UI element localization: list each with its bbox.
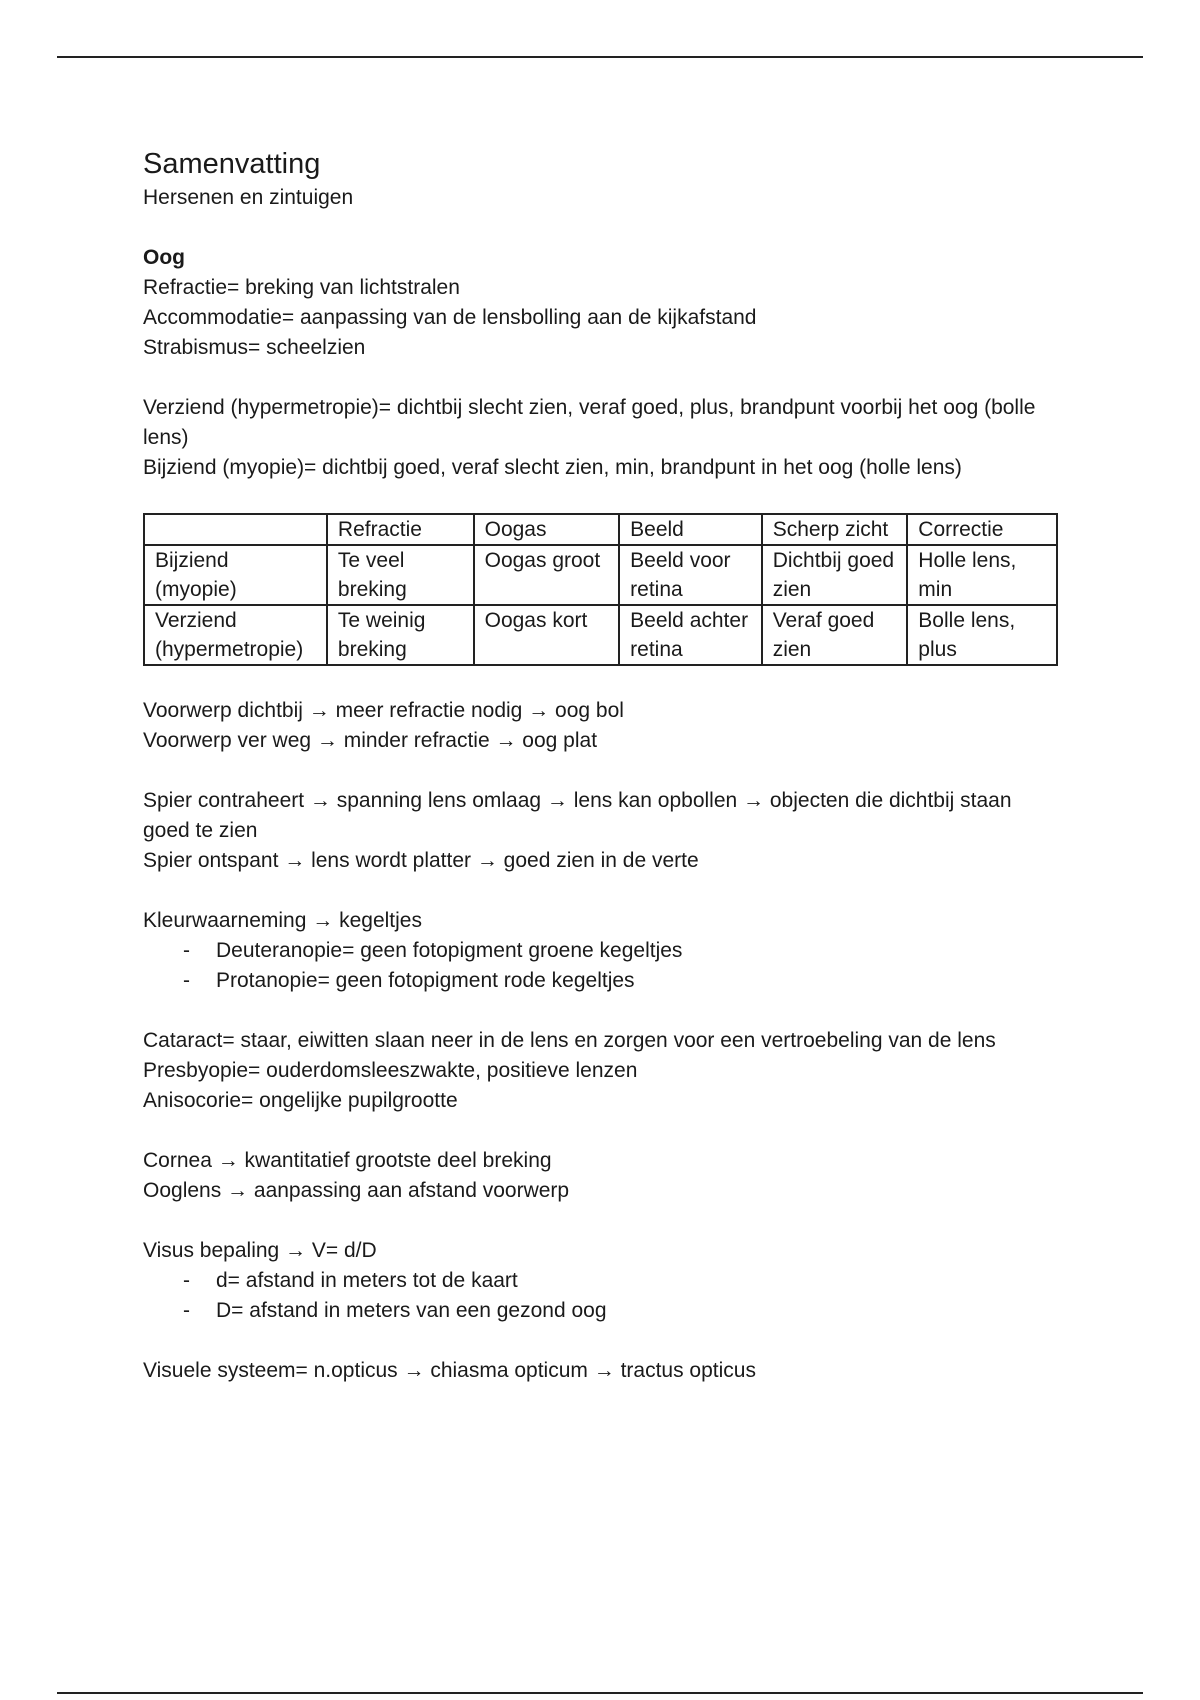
- color-perception-list: [143, 936, 1063, 996]
- table-header-cell: Beeld: [619, 514, 762, 545]
- object-distance-line: Voorwerp ver weg → minder refractie → oog plat: [143, 729, 598, 752]
- definition-line: Strabismus= scheelzien: [143, 336, 366, 359]
- condition-line: Anisocorie= ongelijke pupilgrootte: [143, 1089, 458, 1112]
- structure-line: Cornea → kwantitatief grootste deel breking: [143, 1149, 552, 1172]
- spacer: [143, 876, 1063, 906]
- muscle-line: Spier ontspant → lens wordt platter → goed zien in de verte: [143, 849, 699, 872]
- table-cell: Oogas groot: [474, 545, 620, 605]
- spacer: [143, 1206, 1063, 1236]
- table-cell: Bolle lens, plus: [907, 605, 1057, 665]
- table-header-cell: [144, 514, 327, 545]
- spacer: [143, 363, 1063, 393]
- comparison-table: [143, 513, 1058, 666]
- bottom-rule: [57, 1692, 1143, 1694]
- spacer: [143, 483, 1063, 513]
- definition-line: Accommodatie= aanpassing van de lensbolling aan de kijkafstand: [143, 306, 757, 329]
- muscle-line: Spier contraheert → spanning lens omlaag → lens kan opbollen → objecten die dichtbij staan goed te zien: [143, 789, 1012, 842]
- visual-system-line: Visuele systeem= n.opticus → chiasma opticum → tractus opticus: [143, 1359, 756, 1382]
- table-cell: Oogas kort: [474, 605, 620, 665]
- table-row: [144, 545, 1057, 605]
- table-header-cell: Scherp zicht: [762, 514, 908, 545]
- page-subtitle: Hersenen en zintuigen: [143, 186, 354, 209]
- spacer: [143, 1116, 1063, 1146]
- visus-list: [143, 1266, 1063, 1326]
- color-perception-intro: Kleurwaarneming → kegeltjes: [143, 909, 422, 932]
- table-cell: Holle lens, min: [907, 545, 1057, 605]
- table-cell: Verziend (hypermetropie): [144, 605, 327, 665]
- spacer: [143, 1326, 1063, 1356]
- section-heading: Oog: [143, 246, 185, 269]
- list-item: - Deuteranopie= geen fotopigment groene kegeltjes: [183, 936, 1063, 966]
- table-cell: Beeld achter retina: [619, 605, 762, 665]
- table-cell: Dichtbij goed zien: [762, 545, 908, 605]
- condition-line: Presbyopie= ouderdomsleeszwakte, positieve lenzen: [143, 1059, 638, 1082]
- refractive-error-line: Bijziend (myopie)= dichtbij goed, veraf slecht zien, min, brandpunt in het oog (holle lens): [143, 456, 962, 479]
- table-header-row: [144, 514, 1057, 545]
- top-rule: [57, 56, 1143, 58]
- list-item: - d= afstand in meters tot de kaart: [183, 1266, 1063, 1296]
- definition-line: Refractie= breking van lichtstralen: [143, 276, 460, 299]
- page-title: Samenvatting: [143, 148, 321, 180]
- list-item: - D= afstand in meters van een gezond oog: [183, 1296, 1063, 1326]
- list-item: - Protanopie= geen fotopigment rode kegeltjes: [183, 966, 1063, 996]
- table-cell: Bijziend (myopie): [144, 545, 327, 605]
- table-cell: Veraf goed zien: [762, 605, 908, 665]
- table-row: [144, 605, 1057, 665]
- table-header-cell: Refractie: [327, 514, 474, 545]
- table-header-cell: Correctie: [907, 514, 1057, 545]
- table-header-cell: Oogas: [474, 514, 620, 545]
- structure-line: Ooglens → aanpassing aan afstand voorwerp: [143, 1179, 570, 1202]
- visus-intro: Visus bepaling → V= d/D: [143, 1239, 377, 1262]
- spacer: [143, 756, 1063, 786]
- table-cell: Beeld voor retina: [619, 545, 762, 605]
- table-cell: Te weinig breking: [327, 605, 474, 665]
- spacer: [143, 996, 1063, 1026]
- refractive-error-line: Verziend (hypermetropie)= dichtbij slecht zien, veraf goed, plus, brandpunt voorbij het oog (bolle lens): [143, 396, 1036, 449]
- object-distance-line: Voorwerp dichtbij → meer refractie nodig → oog bol: [143, 699, 624, 722]
- table-cell: Te veel breking: [327, 545, 474, 605]
- condition-line: Cataract= staar, eiwitten slaan neer in de lens en zorgen voor een vertroebeling van de lens: [143, 1029, 996, 1052]
- document-body: [143, 145, 1063, 1386]
